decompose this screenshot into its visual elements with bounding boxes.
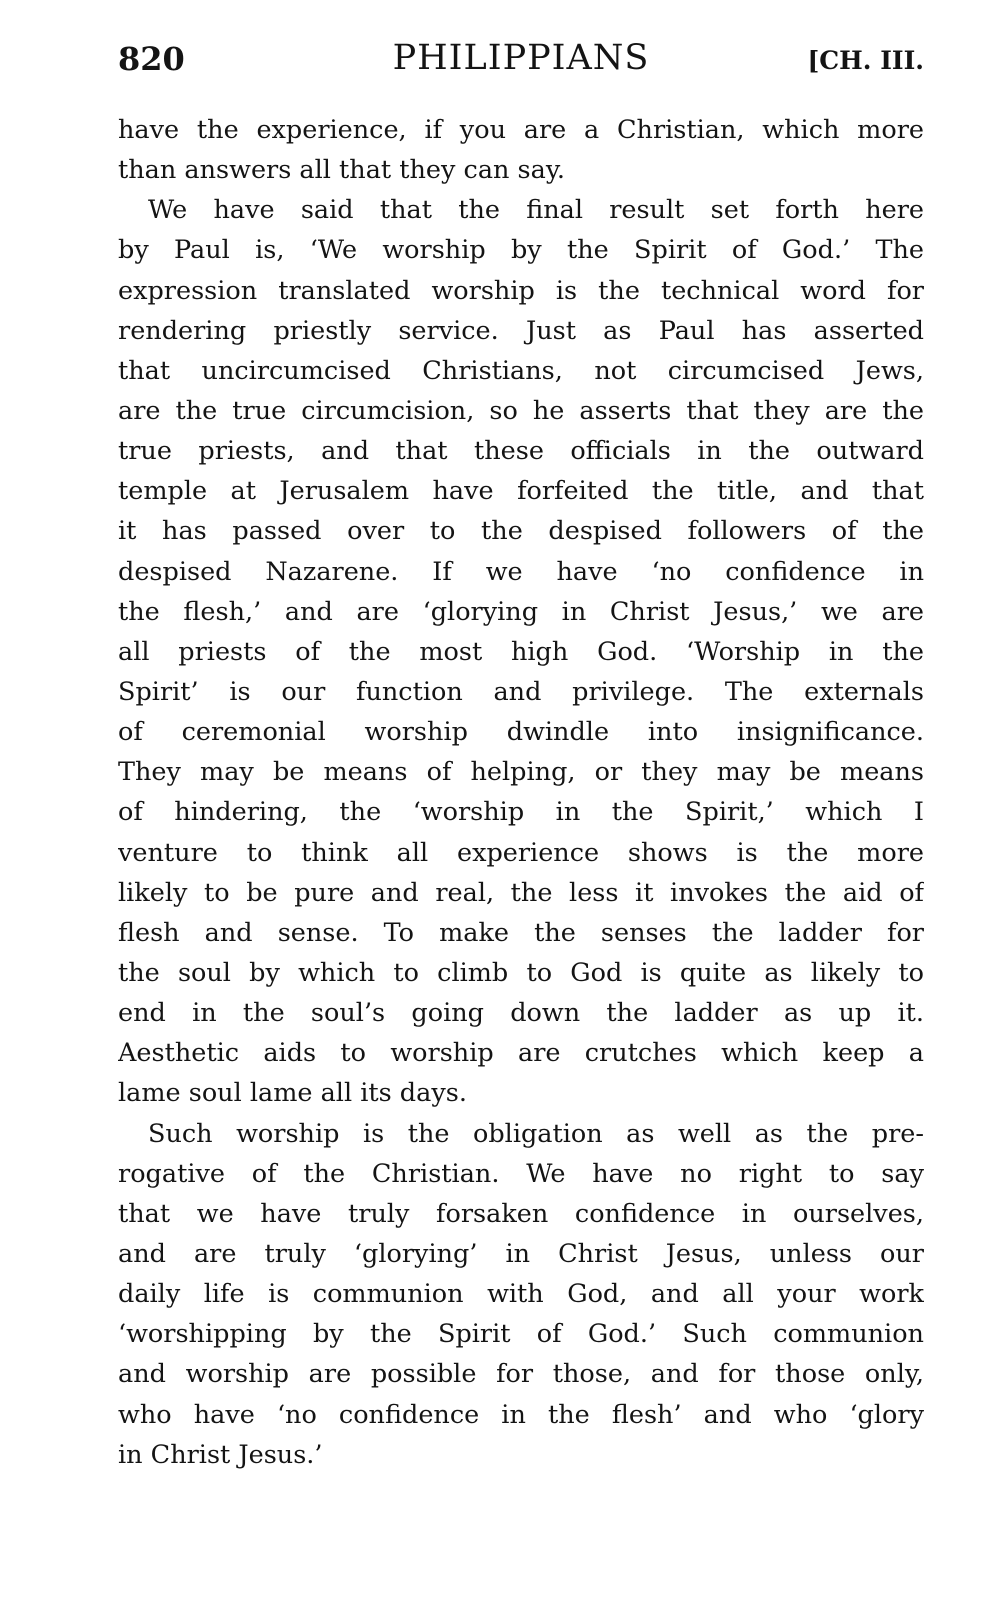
text-line: rendering priestly service. Just as Paul has asserted bbox=[118, 315, 924, 346]
text-line: venture to think all experience shows is the more bbox=[118, 837, 924, 868]
text-line: in Christ Jesus.’ bbox=[118, 1439, 323, 1470]
text-line: are the true circumcision, so he asserts that they are the bbox=[118, 395, 924, 426]
paragraph-start-line: We have said that the final result set forth here bbox=[148, 195, 924, 226]
paragraph-start-line: Such worship is the obligation as well as the pre- bbox=[148, 1118, 924, 1149]
text-line: temple at Jerusalem have forfeited the title, and that bbox=[118, 476, 924, 507]
text-line: that uncircumcised Christians, not circumcised Jews, bbox=[118, 355, 924, 386]
text-line: expression translated worship is the technical word for bbox=[118, 275, 924, 306]
body-text bbox=[118, 110, 924, 1475]
text-line: than answers all that they can say. bbox=[118, 155, 565, 186]
text-line: likely to be pure and real, the less it invokes the aid of bbox=[118, 877, 924, 908]
text-line: daily life is communion with God, and all your work bbox=[118, 1279, 924, 1310]
text-line: of hindering, the ‘worship in the Spirit,’ which I bbox=[118, 797, 924, 828]
text-line: ‘worshipping by the Spirit of God.’ Such communion bbox=[118, 1319, 924, 1350]
text-line: and worship are possible for those, and for those only, bbox=[118, 1359, 924, 1390]
text-line: who have ‘no confidence in the flesh’ and who ‘glory bbox=[118, 1399, 924, 1430]
text-line: despised Nazarene. If we have ‘no confidence in bbox=[118, 556, 924, 587]
text-line: Spirit’ is our function and privilege. The externals bbox=[118, 676, 924, 707]
text-line: flesh and sense. To make the senses the ladder for bbox=[118, 917, 924, 948]
text-line: They may be means of helping, or they may be means bbox=[118, 757, 924, 788]
text-line: and are truly ‘glorying’ in Christ Jesus, unless our bbox=[118, 1238, 924, 1269]
text-line: lame soul lame all its days. bbox=[118, 1078, 467, 1109]
text-line: the flesh,’ and are ‘glorying in Christ Jesus,’ we are bbox=[118, 596, 924, 627]
text-line: rogative of the Christian. We have no right to say bbox=[118, 1158, 924, 1189]
text-line: that we have truly forsaken confidence in ourselves, bbox=[118, 1198, 924, 1229]
text-line: all priests of the most high God. ‘Worship in the bbox=[118, 636, 924, 667]
running-title: PHILIPPIANS bbox=[392, 38, 650, 78]
page-header bbox=[118, 38, 924, 84]
text-line: have the experience, if you are a Christian, which more bbox=[118, 115, 924, 145]
text-line: it has passed over to the despised followers of the bbox=[118, 516, 924, 547]
text-line: of ceremonial worship dwindle into insignificance. bbox=[118, 717, 924, 748]
text-line: the soul by which to climb to God is quite as likely to bbox=[118, 957, 924, 988]
page-number: 820 bbox=[118, 40, 185, 78]
text-line: true priests, and that these officials in the outward bbox=[118, 436, 924, 467]
text-line: end in the soul’s going down the ladder as up it. bbox=[118, 998, 924, 1029]
text-line: by Paul is, ‘We worship by the Spirit of God.’ The bbox=[118, 235, 924, 266]
chapter-reference: [CH. III. bbox=[807, 46, 924, 75]
text-line: Aesthetic aids to worship are crutches which keep a bbox=[118, 1038, 924, 1069]
